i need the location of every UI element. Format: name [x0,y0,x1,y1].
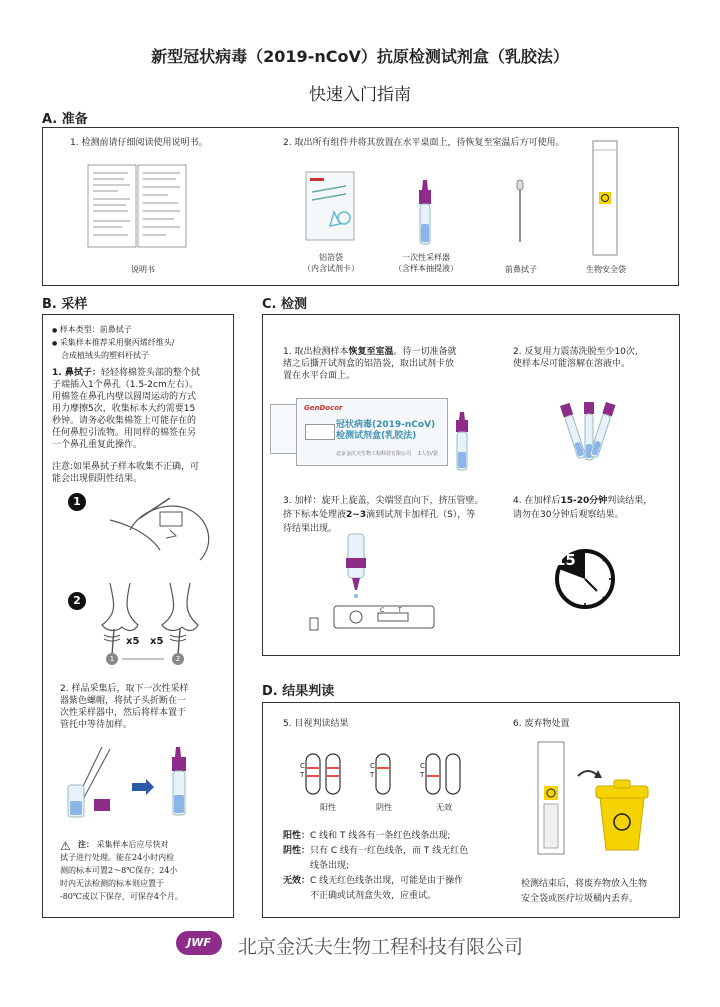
step-number-2: 2 [68,592,86,610]
pouch-title: 冠状病毒(2019-nCoV) 检测试剂盒(乳胶法) [336,420,436,441]
result-descriptions: 阳性：C 线和 T 线各有一条红色线条出现; 阴性：只有 C 线有一红色线条，而 T 线无红色 线条出现; 无效：C 线无红色线条出现，可能是由于操作 不正确或试剂盒失效，应重试。 [283,831,469,901]
result-windows [300,752,470,796]
section-d-heading: D. 结果判读 [262,684,335,699]
repeat-count-2: x5 [150,636,164,647]
pouch-brand: GenDocor [304,404,343,412]
result-invalid: 无效 [436,803,452,812]
ct-labels-1: C T [300,762,305,779]
sample-bullets [52,324,175,362]
section-a-step2: 2. 取出所有组件并将其放置在水平桌面上，待恢复至室温后方可使用。 [283,138,565,148]
ct-labels-2: C T [370,762,375,779]
nostril-2-marker: 2 [175,655,181,663]
nasal-swab-icon [510,180,530,250]
result-negative: 阴性 [376,803,392,812]
result-positive: 阳性 [320,803,336,812]
item-pouch-label: 铝箔袋 [319,253,343,262]
item-bag-label: 生物安全袋 [586,265,626,274]
ct-labels-3: C T [420,762,425,779]
company-name: 北京金沃夫生物工程科技有限公司 [238,936,524,958]
test-step3-text: 3. 加样：旋开上旋盖，尖端竖直向下，挤压管壁。 挤下标本处理液2~3滴到试剂卡加样孔（S），等 待结果出现。 [283,496,484,534]
sample-step2-text: 2. 样品采集后，取下一次性采样 器紫色螺帽，将拭子头折断在一 次性采样器中，然后将样本置于 管托中等待加样。 [60,684,189,730]
nostril-1-marker: 1 [109,655,115,663]
break-swab-illustration [62,745,227,820]
card-c-label: C [380,607,385,614]
disposal-text: 检测结束后，将废弃物放入生物 安全袋或医疗垃圾桶内丢弃。 [521,879,648,904]
bullet-3: 合成植绒头的塑料杆拭子 [61,351,149,360]
section-b-heading: B. 采样 [42,297,88,312]
warning-icon: ⚠ [60,839,71,853]
card-window [305,424,335,440]
read-step5: 5. 目视判读结果 [283,719,349,729]
section-c-heading: C. 检测 [262,297,308,312]
bullet-1: ● 样本类型：前鼻拭子 [52,325,132,334]
storage-note: 注： 采集样本后应尽快对 拭子进行处理。能在24小时内检 测的标本可置2～8℃保存；24小 时内无法检测的标本则应置于 -80℃或以下保存，可保存4个月。 [60,839,183,901]
document-subtitle: 快速入门指南 [309,85,411,105]
shaking-tubes-illustration [540,398,640,473]
section-a-step1: 1. 检测前请仔细阅读使用说明书。 [70,138,208,148]
timer-minutes: 15 [555,551,576,569]
sampler-tube-icon [452,412,472,474]
item-sampler-label: 一次性采样器 [402,253,450,262]
nostril-swab-illustration [100,583,220,668]
item-manual-label: 说明书 [131,265,155,274]
disposal-illustration [536,740,656,858]
manual-icon [88,165,198,255]
repeat-count-1: x5 [126,636,140,647]
section-a-heading: A. 准备 [42,112,88,127]
item-sampler-sub: （含样本抽提液） [394,264,458,273]
swab-instructions: 1. 鼻拭子：轻轻将棉签头部的整个拭 子端插入1个鼻孔（1.5-2cm左右）。 用棉签在鼻孔内壁以圆周运动的方式 用力摩擦5次，收集标本大约需要15 秒钟。请务必收集棉签上可能存在的 任何鼻腔引流物。用同样的棉签在另 一个鼻孔重复此操作。 注意:如果鼻拭子样本收集不正确，可 能会出现假阴性结果。 [52,368,200,484]
pouch-spec: 1人份/袋 [418,451,438,457]
step-number-1: 1 [68,493,86,511]
document-title: 新型冠状病毒（2019-nCoV）抗原检测试剂盒（乳胶法） [151,47,569,66]
biohazard-bag-icon [592,140,620,258]
swab-insertion-illustration [100,490,220,570]
test-step2-text: 2. 反复用力震荡洗脱至少10次, 使样本尽可能溶解在溶液中。 [513,347,638,369]
test-step1-text: 1. 取出检测样本恢复至室温。待一切准备就 绪之后撕开试剂盒的铝箔袋，取出试剂卡放 置在水平台面上。 [283,347,457,381]
bullet-2: ● 采集样本推荐采用聚丙烯纤维头/ [52,338,175,347]
item-pouch-sub: （内含试剂卡） [303,264,359,273]
test-step4-text: 4. 在加样后15-20分钟判读结果， 请勿在30分钟后观察结果。 [513,496,653,520]
pouch-company: 北京金沃夫生物工程科技有限公司 [336,451,412,457]
disposal-step6: 6. 废弃物处置 [513,719,570,729]
item-swab-label: 前鼻拭子 [505,265,537,274]
add-sample-illustration [310,534,440,634]
card-t-label: T [398,607,402,614]
sampler-tube-icon [415,180,435,250]
company-logo: JWF [176,931,222,955]
foil-pouch-icon [306,172,356,242]
